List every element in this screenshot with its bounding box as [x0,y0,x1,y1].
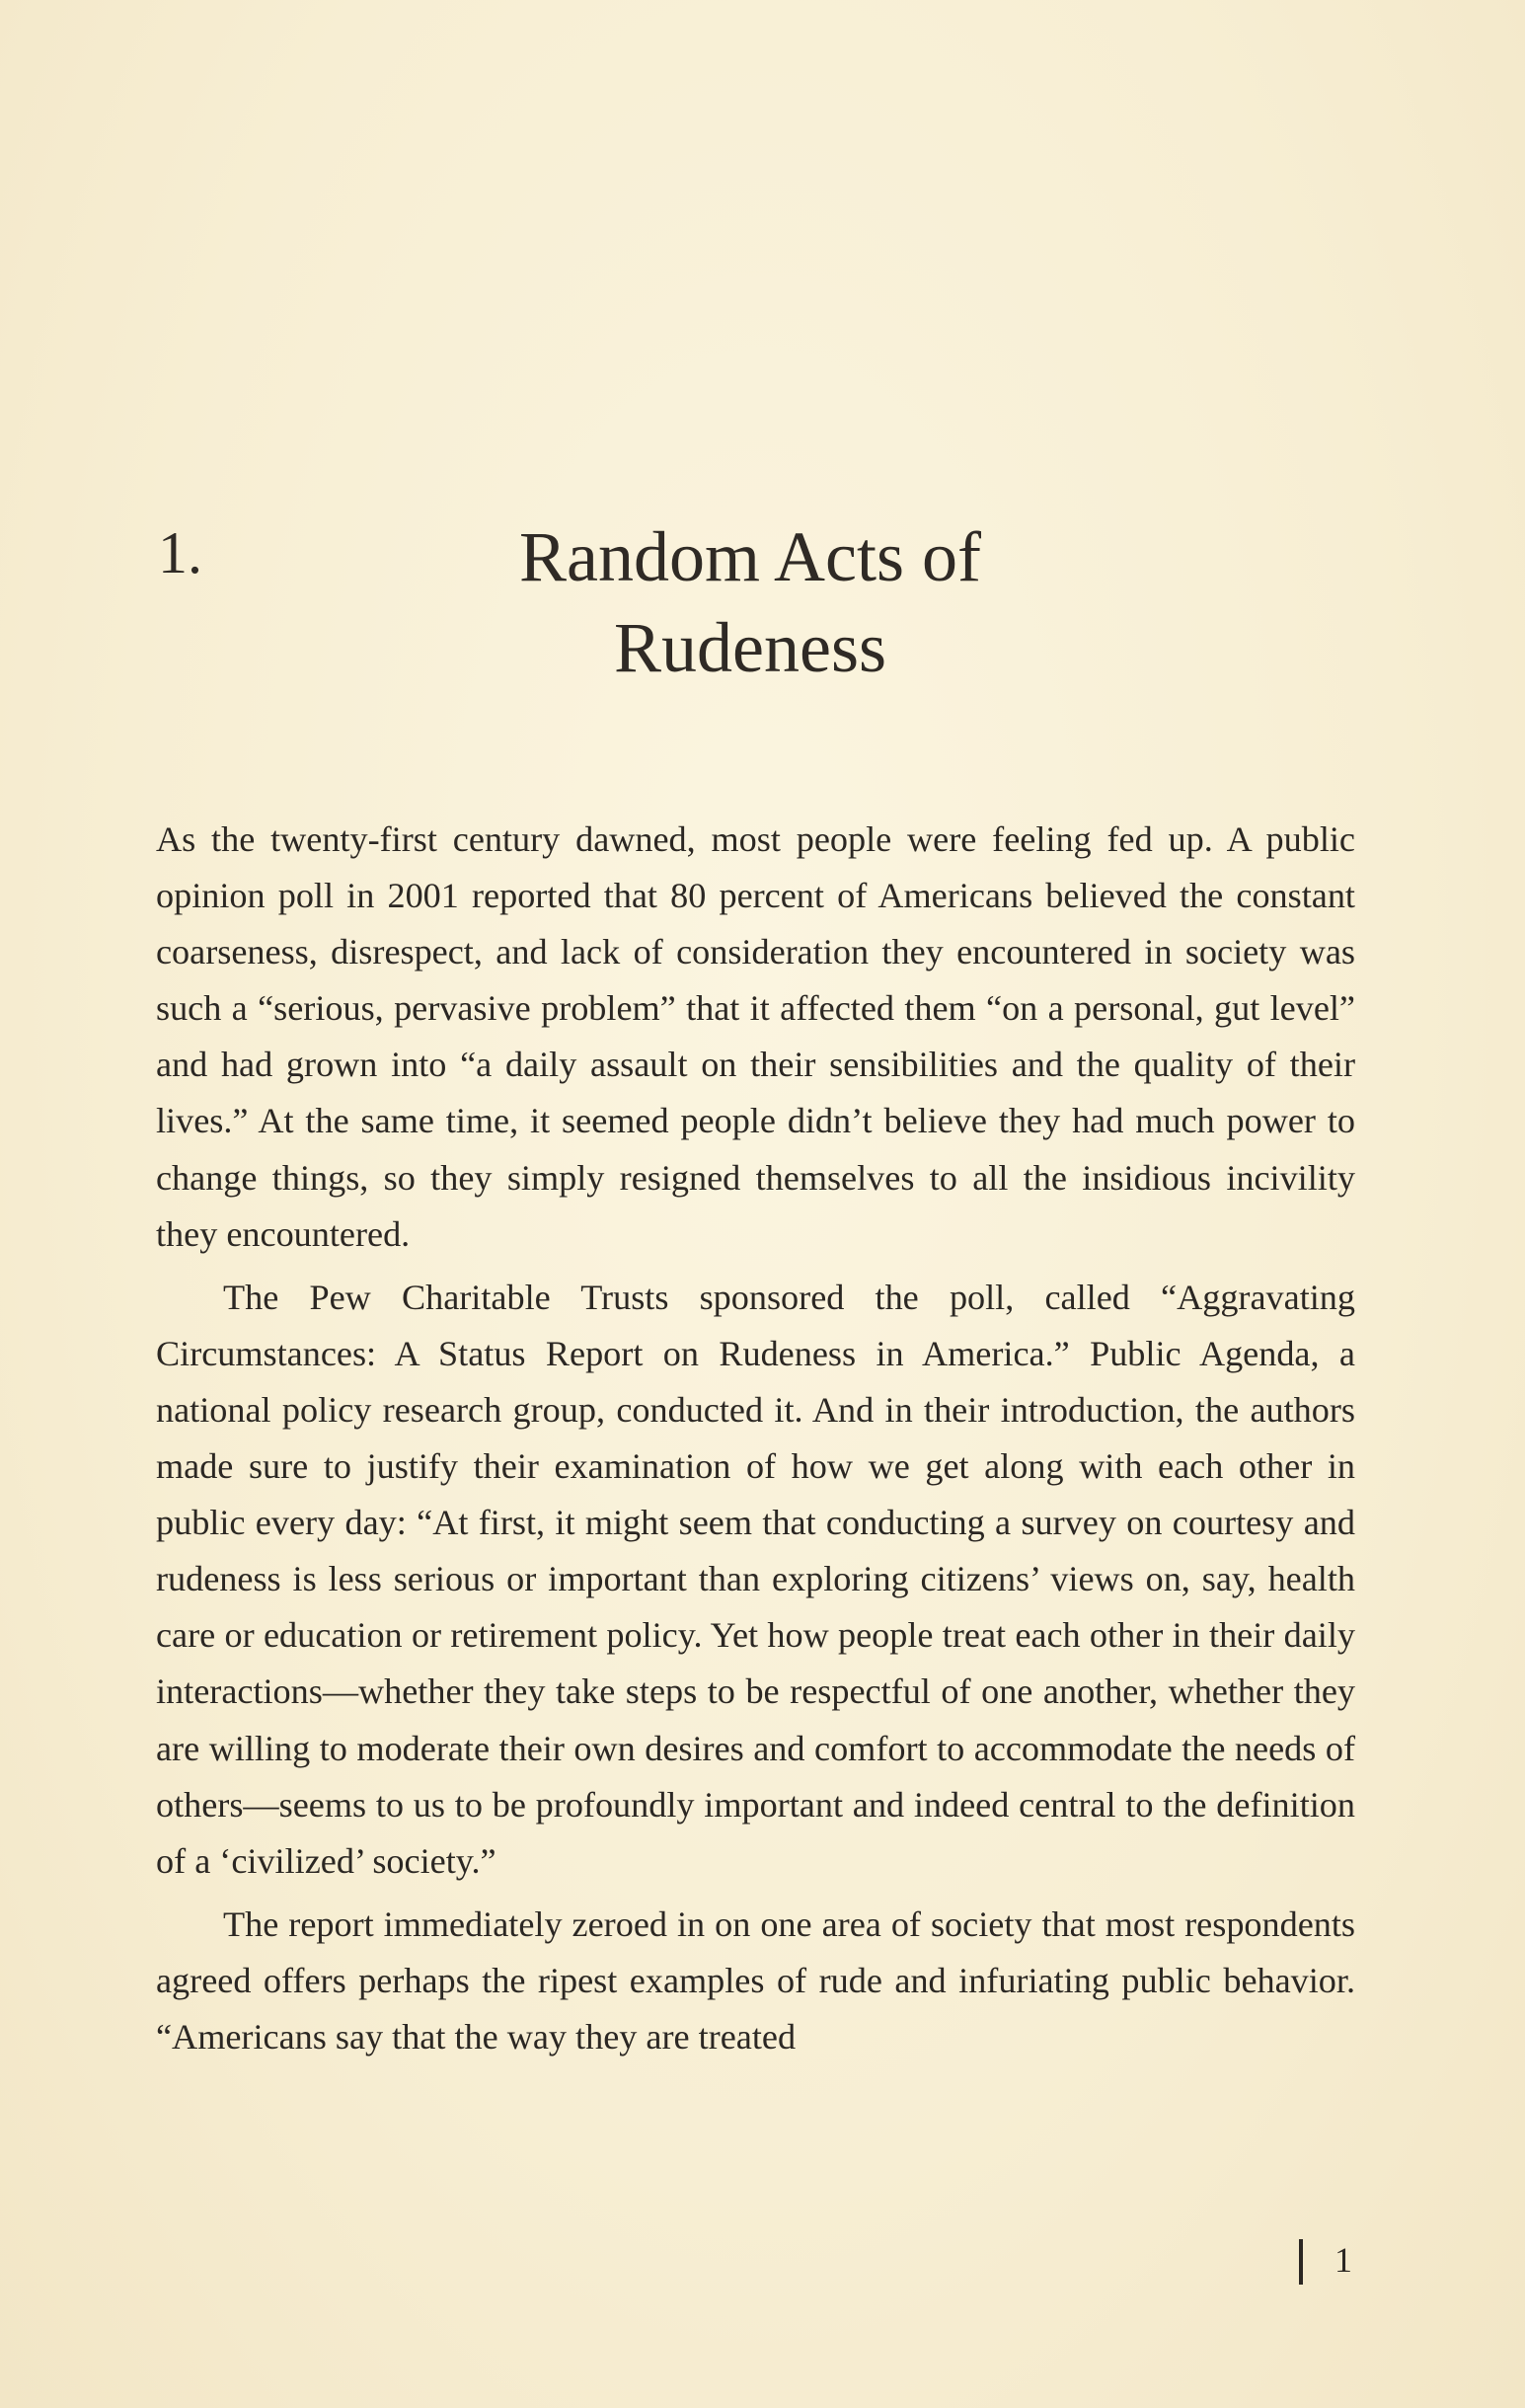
page-number-rule [1299,2239,1303,2285]
chapter-number: 1. [158,520,202,585]
body-text [156,812,1355,2065]
paragraph-3: The report immediately zeroed in on one area of society that most respondents agreed offers perhaps the ripest examples of rude and infuriating public behavior. “Americans say that the way they are treated [156,1903,1355,2057]
chapter-title-line-1: Random Acts of [519,517,981,596]
paragraph-1: As the twenty-first century dawned, most people were feeling fed up. A public opinion poll in 2001 reported that 80 percent of Americans believed the constant coarseness, disrespect, and lack of consideration they encountered in society was such a “serious, pervasive problem” that it affected them “on a personal, gut level” and had grown into “a daily assault on their sensibilities and the quality of their lives.” At the same time, it seemed people didn’t believe they had much power to change things, so they simply resigned themselves to all the insidious incivility they encountered. [156,819,1355,1254]
page-number: 1 [1334,2240,1352,2280]
paragraph-2: The Pew Charitable Trusts sponsored the poll, called “Aggravating Circumstances: A Status Report on Rudeness in America.” Public Agenda, a national policy research group, conducted it. And in their introduction, the authors made sure to justify their examination of how we get along with each other in public every day: “At first, it might seem that conducting a survey on courtesy and rudeness is less serious or important than exploring citizens’ views on, say, health care or education or retirement policy. Yet how people treat each other in their daily interactions—whether they take steps to be respectful of one another, whether they are willing to moderate their own desires and comfort to accommodate the needs of others—seems to us to be profoundly important and indeed central to the definition of a ‘civilized’ society.” [156,1277,1355,1881]
chapter-title-line-2: Rudeness [614,608,886,687]
chapter-title [355,511,1145,693]
